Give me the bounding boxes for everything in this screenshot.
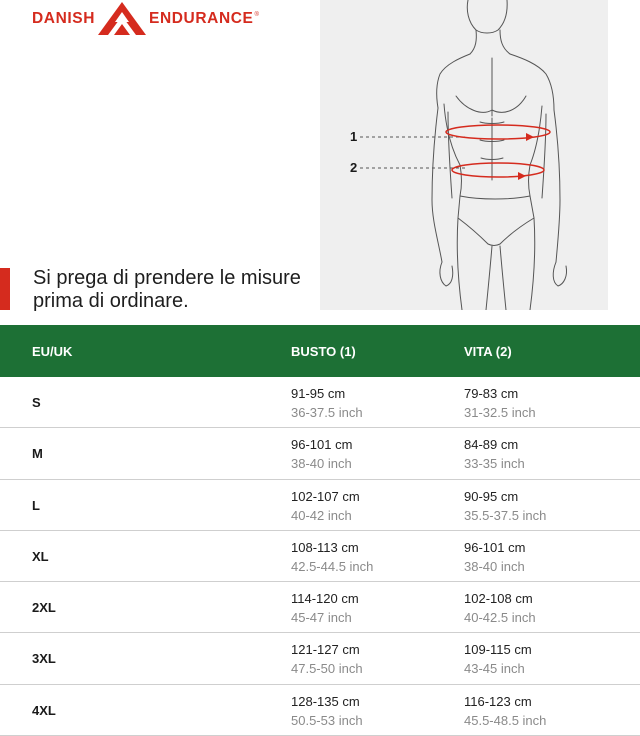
registered-mark: ® xyxy=(254,12,259,18)
table-body xyxy=(0,377,640,736)
header-waist: VITA (2) xyxy=(464,344,512,359)
table-row xyxy=(0,582,640,633)
waist-cm-cell: 109-115 cm xyxy=(464,642,532,658)
waist-inch-cell: 40-42.5 inch xyxy=(464,610,536,626)
waist-cm-cell: 84-89 cm xyxy=(464,437,519,453)
chest-inch-cell: 42.5-44.5 inch xyxy=(291,558,374,574)
table-header xyxy=(0,325,640,377)
waist-inch-cell: 43-45 inch xyxy=(464,661,525,677)
chest-inch-cell: 45-47 inch xyxy=(291,610,352,626)
chest-inch-cell: 38-40 inch xyxy=(291,456,352,472)
chest-cm-cell: 114-120 cm xyxy=(291,591,359,607)
intro-text: Si prega di prendere le misure prima di ordinare. xyxy=(33,267,301,312)
male-body-figure-icon xyxy=(320,0,608,310)
size-cell: 2XL xyxy=(32,600,56,616)
measure-marker-1: 1 xyxy=(350,129,358,144)
table-row xyxy=(0,633,640,684)
brand-name-left: DANISH xyxy=(32,10,96,27)
size-chart-table xyxy=(0,325,640,736)
chest-cm-cell: 121-127 cm xyxy=(291,642,360,658)
header-chest: BUSTO (1) xyxy=(291,344,356,359)
chest-cm-cell: 91-95 cm xyxy=(291,386,346,401)
header-size: EU/UK xyxy=(32,344,73,359)
table-row xyxy=(0,377,640,428)
table-row xyxy=(0,685,640,736)
brand-name-right: ENDURANCE xyxy=(149,10,254,27)
table-row xyxy=(0,428,640,479)
size-cell: 4XL xyxy=(32,702,56,718)
chest-inch-cell: 36-37.5 inch xyxy=(291,405,363,420)
accent-bar xyxy=(0,268,10,310)
waist-cm-cell: 79-83 cm xyxy=(464,386,519,401)
waist-inch-cell: 35.5-37.5 inch xyxy=(464,507,547,523)
size-cell: XL xyxy=(32,548,49,564)
size-cell: S xyxy=(32,395,41,410)
chest-inch-cell: 47.5-50 inch xyxy=(291,661,363,677)
measure-marker-2: 2 xyxy=(350,160,358,175)
chest-cm-cell: 128-135 cm xyxy=(291,693,360,709)
chest-cm-cell: 102-107 cm xyxy=(291,488,360,504)
waist-inch-cell: 31-32.5 inch xyxy=(464,405,536,420)
waist-cm-cell: 90-95 cm xyxy=(464,488,519,504)
body-measurement-illustration xyxy=(320,0,608,310)
brand-logo xyxy=(32,2,259,36)
table-row xyxy=(0,480,640,531)
size-cell: L xyxy=(32,497,40,513)
waist-cm-cell: 116-123 cm xyxy=(464,693,532,709)
waist-cm-cell: 96-101 cm xyxy=(464,539,526,555)
size-cell: 3XL xyxy=(32,651,56,667)
size-cell: M xyxy=(32,446,43,462)
table-row xyxy=(0,531,640,582)
waist-inch-cell: 45.5-48.5 inch xyxy=(464,712,547,728)
chest-cm-cell: 108-113 cm xyxy=(291,539,359,555)
chest-inch-cell: 40-42 inch xyxy=(291,507,352,523)
chest-cm-cell: 96-101 cm xyxy=(291,437,353,453)
waist-inch-cell: 38-40 inch xyxy=(464,558,525,574)
waist-cm-cell: 102-108 cm xyxy=(464,591,533,607)
chest-inch-cell: 50.5-53 inch xyxy=(291,712,363,728)
waist-inch-cell: 33-35 inch xyxy=(464,456,525,472)
mountain-logo-icon xyxy=(98,2,146,36)
